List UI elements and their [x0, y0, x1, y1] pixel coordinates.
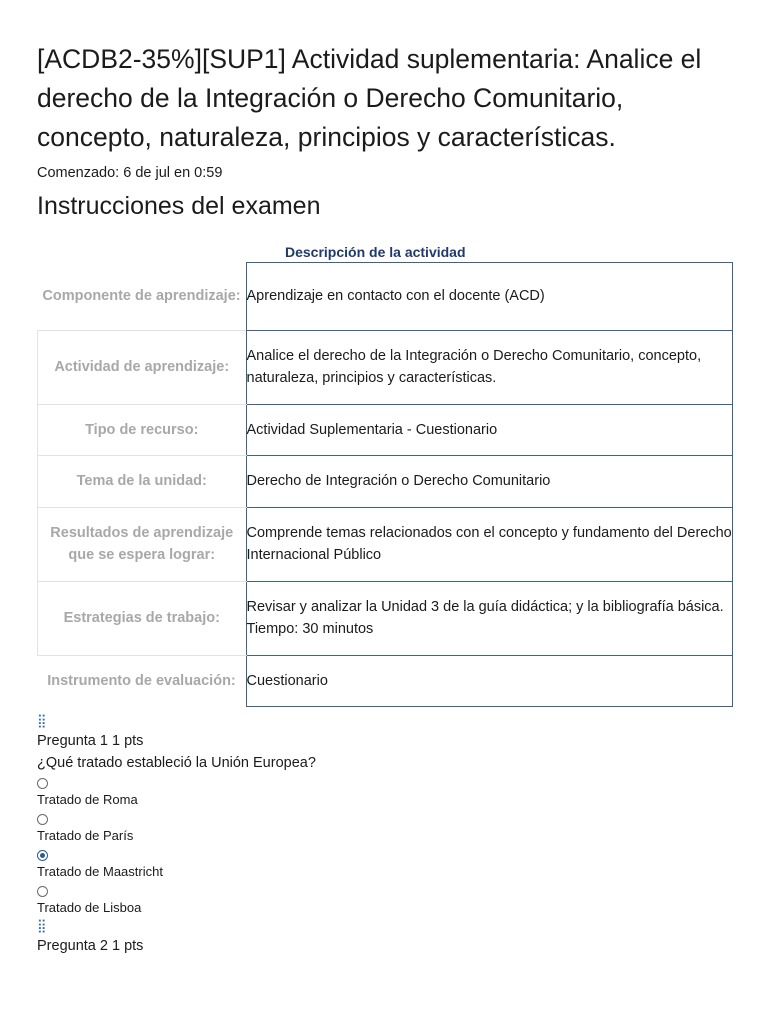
row-label: Componente de aprendizaje: — [42, 288, 241, 304]
table-row — [38, 262, 733, 330]
question-header: Pregunta 2 1 pts — [37, 937, 144, 954]
question-2 — [37, 919, 733, 956]
quiz-title: [ACDB2-35%][SUP1] Actividad suplementaria: Analice el derecho de la Integración o Derecho Comunitario, concepto, naturaleza, principios y características. — [37, 44, 702, 152]
table-row — [38, 581, 733, 655]
row-label: Instrumento de evaluación: — [47, 673, 236, 689]
answer-label[interactable]: Tratado de París — [37, 827, 134, 843]
row-label: Estrategias de trabajo: — [38, 581, 247, 655]
answer-label[interactable]: Tratado de Roma — [37, 791, 138, 807]
row-value: Actividad Suplementaria - Cuestionario — [246, 404, 733, 455]
answer-label[interactable]: Tratado de Maastricht — [37, 863, 163, 879]
instructions-heading: Instrucciones del examen — [37, 192, 321, 220]
drag-handle-icon[interactable]: ⣿ — [37, 917, 46, 933]
question-header: Pregunta 1 1 pts — [37, 732, 144, 749]
row-value: Aprendizaje en contacto con el docente (ACD) — [246, 262, 733, 330]
row-label: Actividad de aprendizaje: — [38, 330, 247, 404]
drag-handle-icon[interactable]: ⣿ — [37, 712, 46, 728]
answer-option[interactable] — [37, 886, 733, 917]
question-1 — [37, 714, 733, 917]
started-timestamp: Comenzado: 6 de jul en 0:59 — [37, 165, 223, 181]
answer-option[interactable] — [37, 778, 733, 809]
row-label: Tema de la unidad: — [38, 455, 247, 507]
radio-button[interactable] — [37, 814, 48, 825]
radio-button[interactable] — [37, 778, 48, 789]
row-value: Comprende temas relacionados con el concepto y fundamento del Derecho Internacional Público — [246, 507, 733, 581]
table-row — [38, 655, 733, 706]
row-value: Revisar y analizar la Unidad 3 de la guía didáctica; y la bibliografía básica. Tiempo: 30 minutos — [246, 581, 733, 655]
quiz-page — [37, 0, 733, 956]
row-value: Cuestionario — [246, 655, 733, 706]
activity-description — [37, 242, 733, 707]
radio-button[interactable] — [37, 886, 48, 897]
answer-label[interactable]: Tratado de Lisboa — [37, 899, 142, 915]
row-value: Derecho de Integración o Derecho Comunitario — [246, 455, 733, 507]
radio-button[interactable] — [37, 850, 48, 861]
activity-table — [37, 262, 733, 707]
row-label: Tipo de recurso: — [38, 404, 247, 455]
table-caption: Descripción de la actividad — [285, 243, 466, 260]
answer-option[interactable] — [37, 814, 733, 845]
row-value: Analice el derecho de la Integración o Derecho Comunitario, concepto, naturaleza, principios y características. — [246, 330, 733, 404]
table-row — [38, 507, 733, 581]
table-row — [38, 455, 733, 507]
table-row — [38, 404, 733, 455]
table-row — [38, 330, 733, 404]
question-text: ¿Qué tratado estableció la Unión Europea? — [37, 754, 316, 771]
row-label: Resultados de aprendizaje que se espera lograr: — [38, 507, 247, 581]
answer-option[interactable] — [37, 850, 733, 881]
